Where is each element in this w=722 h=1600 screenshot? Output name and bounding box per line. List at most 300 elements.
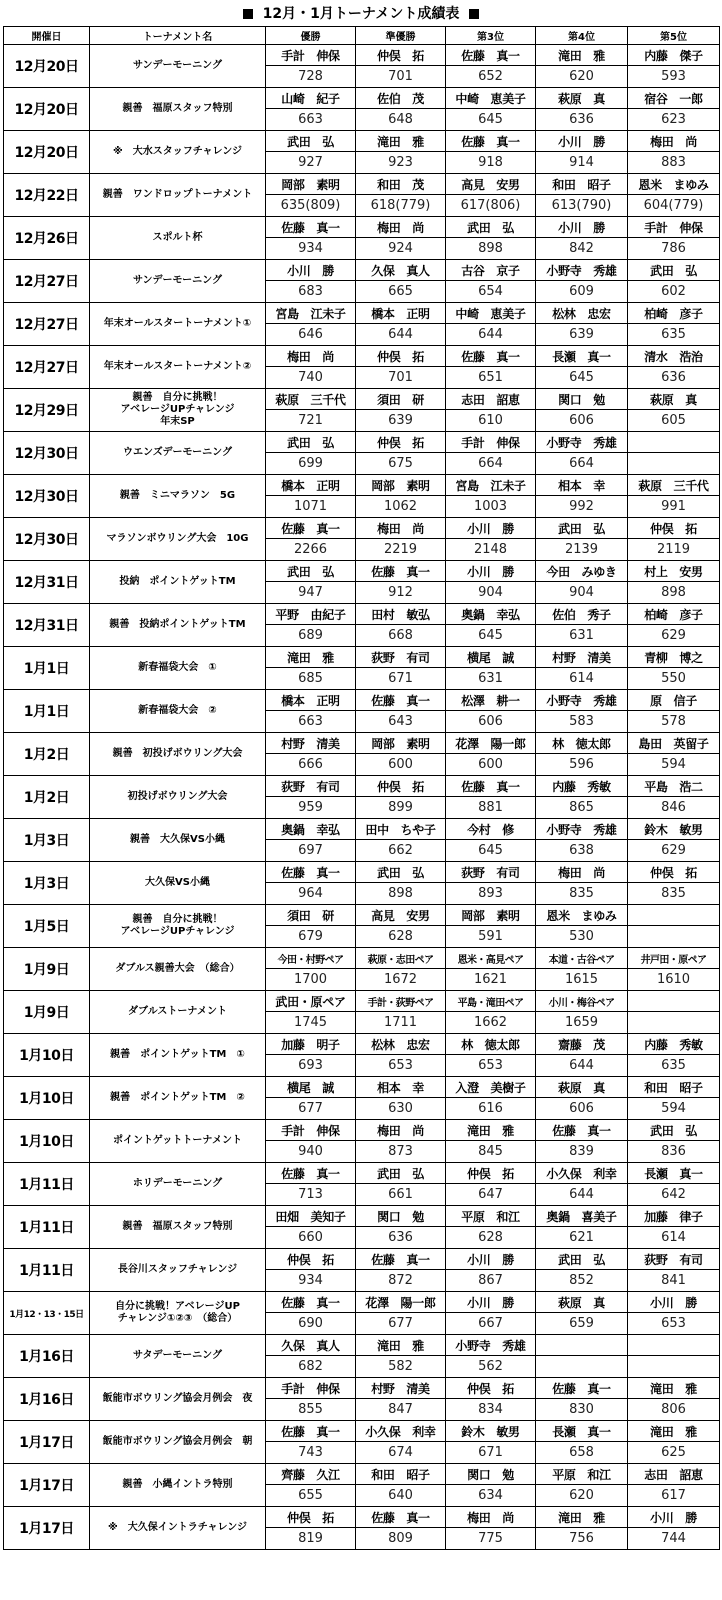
player-score: 613(790) xyxy=(536,195,628,217)
player-name: 今田 みゆき xyxy=(536,561,628,582)
player-score: 640 xyxy=(356,1485,446,1507)
player-score xyxy=(536,1356,628,1378)
player-name: 佐伯 茂 xyxy=(356,88,446,109)
event-date: 1月11日 xyxy=(4,1206,90,1249)
header-4th: 第4位 xyxy=(536,27,628,45)
player-score: 634 xyxy=(446,1485,536,1507)
event-date: 1月10日 xyxy=(4,1120,90,1163)
player-name: 梅田 尚 xyxy=(446,1507,536,1528)
player-score: 1672 xyxy=(356,969,446,991)
player-score: 602 xyxy=(628,281,720,303)
player-name: 小川 勝 xyxy=(446,1292,536,1313)
player-score: 898 xyxy=(356,883,446,905)
player-name: 滝田 雅 xyxy=(536,45,628,66)
tournament-name-line: 新春福袋大会 ① xyxy=(138,662,217,673)
table-row xyxy=(4,303,720,324)
player-name: 和田 昭子 xyxy=(536,174,628,195)
player-name: 島田 英留子 xyxy=(628,733,720,754)
player-score: 636 xyxy=(356,1227,446,1249)
player-name: 久保 真人 xyxy=(356,260,446,281)
player-score: 620 xyxy=(536,1485,628,1507)
player-name: 花澤 陽一郎 xyxy=(356,1292,446,1313)
player-score: 914 xyxy=(536,152,628,174)
player-name: 入澄 美樹子 xyxy=(446,1077,536,1098)
player-name: 鈴木 敏男 xyxy=(628,819,720,840)
player-score: 636 xyxy=(628,367,720,389)
tournament-name-line: サタデーモーニング xyxy=(133,1350,222,1361)
player-name: 平野 由紀子 xyxy=(266,604,356,625)
player-name: 手計 伸保 xyxy=(628,217,720,238)
table-row xyxy=(4,432,720,453)
tournament-name-line: チャレンジ①②③ （総合） xyxy=(117,1313,238,1324)
player-score: 1003 xyxy=(446,496,536,518)
event-date: 12月27日 xyxy=(4,303,90,346)
player-score: 550 xyxy=(628,668,720,690)
player-score: 663 xyxy=(266,109,356,131)
player-score: 865 xyxy=(536,797,628,819)
player-name: 佐藤 真一 xyxy=(446,45,536,66)
player-score: 806 xyxy=(628,1399,720,1421)
player-score: 645 xyxy=(536,367,628,389)
player-name: 高見 安男 xyxy=(446,174,536,195)
player-name: 武田 弘 xyxy=(536,1249,628,1270)
table-row xyxy=(4,1034,720,1055)
tournament-name xyxy=(90,561,266,604)
player-score: 583 xyxy=(536,711,628,733)
event-date: 1月16日 xyxy=(4,1378,90,1421)
tournament-name xyxy=(90,604,266,647)
tournament-name-line: サンデーモーニング xyxy=(133,60,222,71)
player-score: 2148 xyxy=(446,539,536,561)
player-name: 宮島 江未子 xyxy=(266,303,356,324)
player-score: 644 xyxy=(446,324,536,346)
player-name: 内藤 傑子 xyxy=(628,45,720,66)
player-name: 佐藤 真一 xyxy=(266,862,356,883)
table-row xyxy=(4,1077,720,1098)
player-name: 宮島 江未子 xyxy=(446,475,536,496)
player-name: 佐藤 真一 xyxy=(266,1163,356,1184)
table-row xyxy=(4,1163,720,1184)
table-row xyxy=(4,905,720,926)
player-score: 756 xyxy=(536,1528,628,1550)
player-score: 1062 xyxy=(356,496,446,518)
table-row xyxy=(4,389,720,410)
player-name: 宿谷 一郎 xyxy=(628,88,720,109)
tournament-name-line: 親善 小縄イントラ特別 xyxy=(122,1479,233,1490)
player-score: 898 xyxy=(446,238,536,260)
player-name: 荻野 有司 xyxy=(628,1249,720,1270)
player-score: 819 xyxy=(266,1528,356,1550)
event-date: 12月20日 xyxy=(4,131,90,174)
player-name: 梅田 尚 xyxy=(266,346,356,367)
player-score: 647 xyxy=(446,1184,536,1206)
player-name: 花澤 陽一郎 xyxy=(446,733,536,754)
player-name: 武田・原ペア xyxy=(266,991,356,1012)
tournament-name xyxy=(90,1163,266,1206)
player-score: 666 xyxy=(266,754,356,776)
player-name: 小野寺 秀雄 xyxy=(536,432,628,453)
player-score: 661 xyxy=(356,1184,446,1206)
tournament-name-line: 親善 ワンドロップトーナメント xyxy=(102,189,253,200)
player-score: 873 xyxy=(356,1141,446,1163)
player-name: 松澤 耕一 xyxy=(446,690,536,711)
tournament-name xyxy=(90,389,266,432)
player-name: 仲俣 拓 xyxy=(356,45,446,66)
player-name: 小川 勝 xyxy=(628,1507,720,1528)
player-score: 645 xyxy=(446,840,536,862)
player-name: 中崎 恵美子 xyxy=(446,303,536,324)
player-name: 武田 弘 xyxy=(446,217,536,238)
player-score: 679 xyxy=(266,926,356,948)
player-name: 小川 勝 xyxy=(628,1292,720,1313)
event-date: 12月30日 xyxy=(4,475,90,518)
player-name: 滝田 雅 xyxy=(628,1421,720,1442)
page-title xyxy=(0,4,722,24)
event-date: 1月9日 xyxy=(4,991,90,1034)
player-name: 小野寺 秀雄 xyxy=(536,690,628,711)
table-row xyxy=(4,1120,720,1141)
player-name: 小野寺 秀雄 xyxy=(446,1335,536,1356)
player-score: 846 xyxy=(628,797,720,819)
player-name: 梅田 尚 xyxy=(628,131,720,152)
header-tournament: トーナメント名 xyxy=(90,27,266,45)
event-date: 1月9日 xyxy=(4,948,90,991)
player-score: 606 xyxy=(446,711,536,733)
table-row xyxy=(4,776,720,797)
player-score: 677 xyxy=(356,1313,446,1335)
player-name: 手計 伸保 xyxy=(266,45,356,66)
player-name: 柏崎 彦子 xyxy=(628,303,720,324)
player-name: 田畑 美知子 xyxy=(266,1206,356,1227)
player-name: 和田 昭子 xyxy=(356,1464,446,1485)
tournament-name xyxy=(90,1249,266,1292)
player-score: 644 xyxy=(536,1055,628,1077)
player-name: 清水 浩治 xyxy=(628,346,720,367)
player-name: 佐藤 真一 xyxy=(536,1120,628,1141)
player-name: 手計 伸保 xyxy=(446,432,536,453)
player-score: 2219 xyxy=(356,539,446,561)
player-name: 奥鍋 喜美子 xyxy=(536,1206,628,1227)
player-score: 835 xyxy=(536,883,628,905)
tournament-name xyxy=(90,1206,266,1249)
tournament-name xyxy=(90,475,266,518)
player-score: 881 xyxy=(446,797,536,819)
tournament-name xyxy=(90,217,266,260)
player-score: 836 xyxy=(628,1141,720,1163)
tournament-name xyxy=(90,131,266,174)
tournament-name xyxy=(90,432,266,475)
player-score: 628 xyxy=(356,926,446,948)
player-name: 小川 勝 xyxy=(446,518,536,539)
player-name: 長瀬 真一 xyxy=(536,346,628,367)
player-score: 600 xyxy=(446,754,536,776)
player-name: 須田 研 xyxy=(356,389,446,410)
player-name: 滝田 雅 xyxy=(356,131,446,152)
tournament-name xyxy=(90,1507,266,1550)
table-row xyxy=(4,1507,720,1528)
player-score: 600 xyxy=(356,754,446,776)
player-score: 721 xyxy=(266,410,356,432)
player-name: 長瀬 真一 xyxy=(628,1163,720,1184)
player-name: 村野 清美 xyxy=(356,1378,446,1399)
tournament-name-line: 年末オールスタートーナメント① xyxy=(103,318,252,329)
player-name: 武田 弘 xyxy=(628,1120,720,1141)
player-score: 775 xyxy=(446,1528,536,1550)
player-name: 手計・荻野ペア xyxy=(356,991,446,1012)
player-score: 614 xyxy=(536,668,628,690)
player-score: 2266 xyxy=(266,539,356,561)
tournament-name-line: ダブルス親善大会 （総合） xyxy=(115,963,240,974)
player-score: 642 xyxy=(628,1184,720,1206)
player-name: 村上 安男 xyxy=(628,561,720,582)
player-score: 947 xyxy=(266,582,356,604)
player-name: 青柳 博之 xyxy=(628,647,720,668)
tournament-name-line: 親善 自分に挑戦！ xyxy=(132,392,223,403)
player-name: 佐藤 真一 xyxy=(266,1421,356,1442)
player-score: 631 xyxy=(536,625,628,647)
tournament-name-line: 親善 投納ポイントゲットTM xyxy=(109,619,246,630)
event-date: 12月29日 xyxy=(4,389,90,432)
player-name: 小川 勝 xyxy=(536,131,628,152)
player-score: 610 xyxy=(446,410,536,432)
player-score: 594 xyxy=(628,754,720,776)
player-score: 924 xyxy=(356,238,446,260)
tournament-name xyxy=(90,303,266,346)
player-score: 835 xyxy=(628,883,720,905)
player-name: 横尾 誠 xyxy=(446,647,536,668)
player-score: 578 xyxy=(628,711,720,733)
tournament-name-line: 親善 自分に挑戦！ xyxy=(132,914,223,925)
player-name: 滝田 雅 xyxy=(536,1507,628,1528)
player-score: 845 xyxy=(446,1141,536,1163)
tournament-name xyxy=(90,1378,266,1421)
player-score: 1621 xyxy=(446,969,536,991)
tournament-name xyxy=(90,1120,266,1163)
player-score: 671 xyxy=(356,668,446,690)
header-1st: 優勝 xyxy=(266,27,356,45)
player-score: 628 xyxy=(446,1227,536,1249)
player-name: 滝田 雅 xyxy=(446,1120,536,1141)
player-score: 594 xyxy=(628,1098,720,1120)
tournament-name-line: 親善 ミニマラソン 5G xyxy=(119,490,236,501)
player-score: 665 xyxy=(356,281,446,303)
player-name: 鈴木 敏男 xyxy=(446,1421,536,1442)
tournament-name-line: 大久保VS小縄 xyxy=(145,877,210,888)
table-row xyxy=(4,475,720,496)
event-date: 12月30日 xyxy=(4,518,90,561)
player-score: 664 xyxy=(536,453,628,475)
player-score: 671 xyxy=(446,1442,536,1464)
player-name: 武田 弘 xyxy=(356,862,446,883)
tournament-name xyxy=(90,1464,266,1507)
event-date: 1月10日 xyxy=(4,1077,90,1120)
player-score: 690 xyxy=(266,1313,356,1335)
player-name: 仲俣 拓 xyxy=(628,518,720,539)
player-score: 923 xyxy=(356,152,446,174)
player-name: 武田 弘 xyxy=(356,1163,446,1184)
event-date: 12月30日 xyxy=(4,432,90,475)
player-name: 林 徳太郎 xyxy=(446,1034,536,1055)
event-date: 1月16日 xyxy=(4,1335,90,1378)
player-score xyxy=(628,926,720,948)
player-name: 佐藤 真一 xyxy=(266,1292,356,1313)
player-score: 621 xyxy=(536,1227,628,1249)
player-score: 645 xyxy=(446,109,536,131)
player-name: 仲俣 拓 xyxy=(628,862,720,883)
player-score: 934 xyxy=(266,1270,356,1292)
player-score xyxy=(628,1356,720,1378)
player-name: 小野寺 秀雄 xyxy=(536,260,628,281)
player-score: 1745 xyxy=(266,1012,356,1034)
tournament-name xyxy=(90,1292,266,1335)
player-name: 仲俣 拓 xyxy=(266,1249,356,1270)
tournament-name xyxy=(90,45,266,88)
table-row xyxy=(4,518,720,539)
header-5th: 第5位 xyxy=(628,27,720,45)
table-row xyxy=(4,991,720,1012)
player-name: 井戸田・原ペア xyxy=(628,948,720,969)
player-score: 2139 xyxy=(536,539,628,561)
player-name: 仲俣 拓 xyxy=(266,1507,356,1528)
player-name: 梅田 尚 xyxy=(356,518,446,539)
player-name: 小野寺 秀雄 xyxy=(536,819,628,840)
player-score: 609 xyxy=(536,281,628,303)
player-name: 和田 昭子 xyxy=(628,1077,720,1098)
event-date: 1月1日 xyxy=(4,647,90,690)
player-score: 898 xyxy=(628,582,720,604)
player-score: 918 xyxy=(446,152,536,174)
player-name: 武田 弘 xyxy=(628,260,720,281)
table-row xyxy=(4,1464,720,1485)
square-bullet-icon xyxy=(469,9,479,19)
table-header xyxy=(4,27,720,45)
player-score xyxy=(628,453,720,475)
player-name: 加藤 明子 xyxy=(266,1034,356,1055)
tournament-name-line: スポルト杯 xyxy=(152,232,203,243)
event-date: 1月11日 xyxy=(4,1249,90,1292)
player-name: 横尾 誠 xyxy=(266,1077,356,1098)
player-score: 651 xyxy=(446,367,536,389)
player-name: 岡部 素明 xyxy=(356,475,446,496)
event-date: 12月31日 xyxy=(4,561,90,604)
player-name: 萩原 三千代 xyxy=(266,389,356,410)
player-score: 841 xyxy=(628,1270,720,1292)
player-score: 562 xyxy=(446,1356,536,1378)
player-name: 橋本 正明 xyxy=(266,690,356,711)
event-date: 1月1日 xyxy=(4,690,90,733)
player-name: 佐藤 真一 xyxy=(446,776,536,797)
player-score: 646 xyxy=(266,324,356,346)
player-name: 滝田 雅 xyxy=(356,1335,446,1356)
event-date: 1月3日 xyxy=(4,819,90,862)
player-name xyxy=(628,1335,720,1356)
player-name: 相本 幸 xyxy=(536,475,628,496)
player-name: 松林 忠宏 xyxy=(356,1034,446,1055)
table-row xyxy=(4,1292,720,1313)
player-name: 関口 勉 xyxy=(356,1206,446,1227)
title-text: 12月・1月トーナメント成績表 xyxy=(262,6,460,22)
player-score: 927 xyxy=(266,152,356,174)
tournament-name-line: 年末SP xyxy=(160,416,195,427)
player-name: 荻野 有司 xyxy=(266,776,356,797)
player-score: 629 xyxy=(628,840,720,862)
player-name: 平原 和江 xyxy=(536,1464,628,1485)
player-score: 842 xyxy=(536,238,628,260)
player-name: 恩米・高見ペア xyxy=(446,948,536,969)
header-date: 開催日 xyxy=(4,27,90,45)
event-date: 12月22日 xyxy=(4,174,90,217)
tournament-name-line: 長谷川スタッフチャレンジ xyxy=(117,1264,238,1275)
table-row xyxy=(4,131,720,152)
player-name: 奥鍋 幸弘 xyxy=(446,604,536,625)
player-score: 940 xyxy=(266,1141,356,1163)
event-date: 1月2日 xyxy=(4,733,90,776)
player-name: 田中 ちや子 xyxy=(356,819,446,840)
table-row xyxy=(4,260,720,281)
event-date: 12月31日 xyxy=(4,604,90,647)
tournament-name-line: ダブルストーナメント xyxy=(128,1006,227,1017)
player-name: 村野 清美 xyxy=(536,647,628,668)
player-score: 654 xyxy=(446,281,536,303)
player-score: 604(779) xyxy=(628,195,720,217)
tournament-name-line: ポイントゲットトーナメント xyxy=(113,1135,242,1146)
player-name: 村野 清美 xyxy=(266,733,356,754)
tournament-name xyxy=(90,905,266,948)
table-row xyxy=(4,819,720,840)
player-score: 682 xyxy=(266,1356,356,1378)
player-name: 佐藤 真一 xyxy=(446,346,536,367)
tournament-name-line: ウエンズデーモーニング xyxy=(123,447,232,458)
player-score: 685 xyxy=(266,668,356,690)
player-name: 内藤 秀敏 xyxy=(536,776,628,797)
tournament-name-line: アベレージUPチャレンジ xyxy=(120,926,235,937)
player-name xyxy=(628,905,720,926)
player-name: 萩原 真 xyxy=(536,1077,628,1098)
player-score: 701 xyxy=(356,66,446,88)
player-name: 武田 弘 xyxy=(266,432,356,453)
player-score: 743 xyxy=(266,1442,356,1464)
player-score: 636 xyxy=(536,109,628,131)
player-name: 奥鍋 幸弘 xyxy=(266,819,356,840)
event-date: 1月17日 xyxy=(4,1464,90,1507)
table-row xyxy=(4,862,720,883)
player-name: 小川 勝 xyxy=(446,561,536,582)
event-date: 1月10日 xyxy=(4,1034,90,1077)
event-date: 1月11日 xyxy=(4,1163,90,1206)
player-name: 仲俣 拓 xyxy=(356,432,446,453)
tournament-name-line: 親善 初投げボウリング大会 xyxy=(112,748,243,759)
player-score xyxy=(628,1012,720,1034)
player-name: 仲俣 拓 xyxy=(356,346,446,367)
player-score: 786 xyxy=(628,238,720,260)
player-name: 小久保 利幸 xyxy=(356,1421,446,1442)
event-date: 12月27日 xyxy=(4,346,90,389)
player-name: 仲俣 拓 xyxy=(446,1163,536,1184)
player-score: 596 xyxy=(536,754,628,776)
player-score: 625 xyxy=(628,1442,720,1464)
player-score: 623 xyxy=(628,109,720,131)
player-name: 萩原 真 xyxy=(536,1292,628,1313)
player-score: 652 xyxy=(446,66,536,88)
tournament-name-line: サンデーモーニング xyxy=(133,275,222,286)
header-2nd: 準優勝 xyxy=(356,27,446,45)
player-score: 617(806) xyxy=(446,195,536,217)
table-row xyxy=(4,346,720,367)
player-name: 平島・滝田ペア xyxy=(446,991,536,1012)
tournament-name xyxy=(90,948,266,991)
player-score: 675 xyxy=(356,453,446,475)
player-name: 滝田 雅 xyxy=(266,647,356,668)
